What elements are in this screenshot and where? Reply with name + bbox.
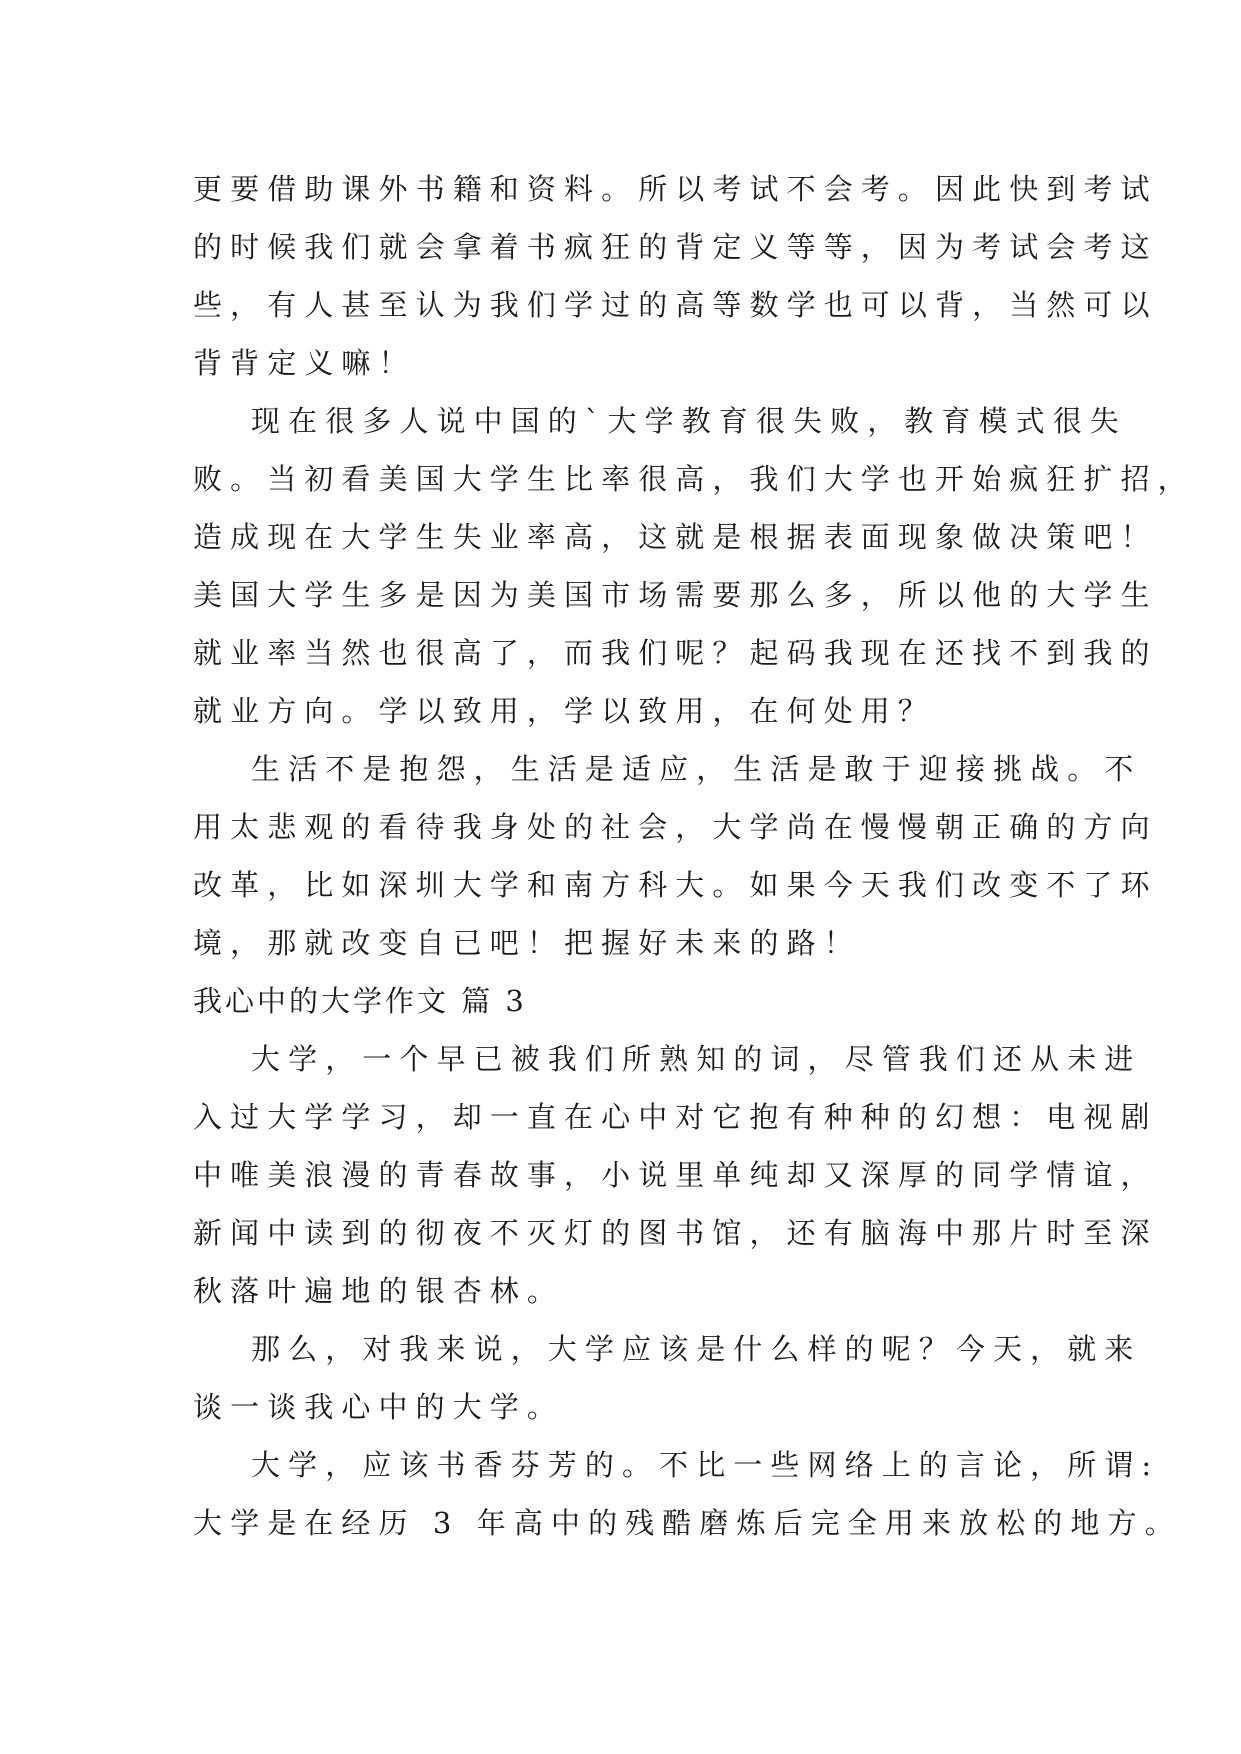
paragraph-first-line: 那么，对我来说，大学应该是什么样的呢？今天，就来 bbox=[251, 1332, 1142, 1366]
text-line: 新闻中读到的彻夜不灭灯的图书馆，还有脑海中那片时至深 bbox=[193, 1216, 1158, 1250]
text-line: 境，那就改变自已吧！把握好未来的路！ bbox=[193, 926, 861, 960]
paragraph-first-line: 生活不是抱怨，生活是适应，生活是敢于迎接挑战。不 bbox=[251, 752, 1142, 786]
text-line: 造成现在大学生失业率高，这就是根据表面现象做决策吧！ bbox=[193, 520, 1158, 554]
paragraph-first-line: 大学，一个早已被我们所熟知的词，尽管我们还从未进 bbox=[251, 1042, 1142, 1076]
text-line: 美国大学生多是因为美国市场需要那么多，所以他的大学生 bbox=[193, 578, 1158, 612]
text-line: 大学是在经历 3 年高中的残酷磨炼后完全用来放松的地方。 bbox=[193, 1506, 1182, 1540]
text-line: 中唯美浪漫的青春故事，小说里单纯却又深厚的同学情谊， bbox=[193, 1158, 1158, 1192]
text-line: 就业率当然也很高了，而我们呢？起码我现在还找不到我的 bbox=[193, 636, 1158, 670]
paragraph-first-line: 现在很多人说中国的`大学教育很失败，教育模式很失 bbox=[251, 404, 1127, 438]
text-line: 秋落叶遍地的银杏林。 bbox=[193, 1274, 565, 1308]
text-line: 些，有人甚至认为我们学过的高等数学也可以背，当然可以 bbox=[193, 288, 1158, 322]
paragraph-first-line: 大学，应该书香芬芳的。不比一些网络上的言论，所谓: bbox=[251, 1448, 1160, 1482]
text-line: 谈一谈我心中的大学。 bbox=[193, 1390, 565, 1424]
text-line: 改革，比如深圳大学和南方科大。如果今天我们改变不了环 bbox=[193, 868, 1158, 902]
text-line: 败。当初看美国大学生比率很高，我们大学也开始疯狂扩招， bbox=[193, 462, 1195, 496]
text-line: 就业方向。学以致用，学以致用，在何处用？ bbox=[193, 694, 936, 728]
text-line: 入过大学学习，却一直在心中对它抱有种种的幻想：电视剧 bbox=[193, 1100, 1158, 1134]
section-heading: 我心中的大学作文 篇 3 bbox=[193, 984, 527, 1018]
text-line: 的时候我们就会拿着书疯狂的背定义等等，因为考试会考这 bbox=[193, 230, 1158, 264]
text-line: 更要借助课外书籍和资料。所以考试不会考。因此快到考试 bbox=[193, 172, 1158, 206]
text-line: 背背定义嘛！ bbox=[193, 346, 416, 380]
text-line: 用太悲观的看待我身处的社会，大学尚在慢慢朝正确的方向 bbox=[193, 810, 1158, 844]
